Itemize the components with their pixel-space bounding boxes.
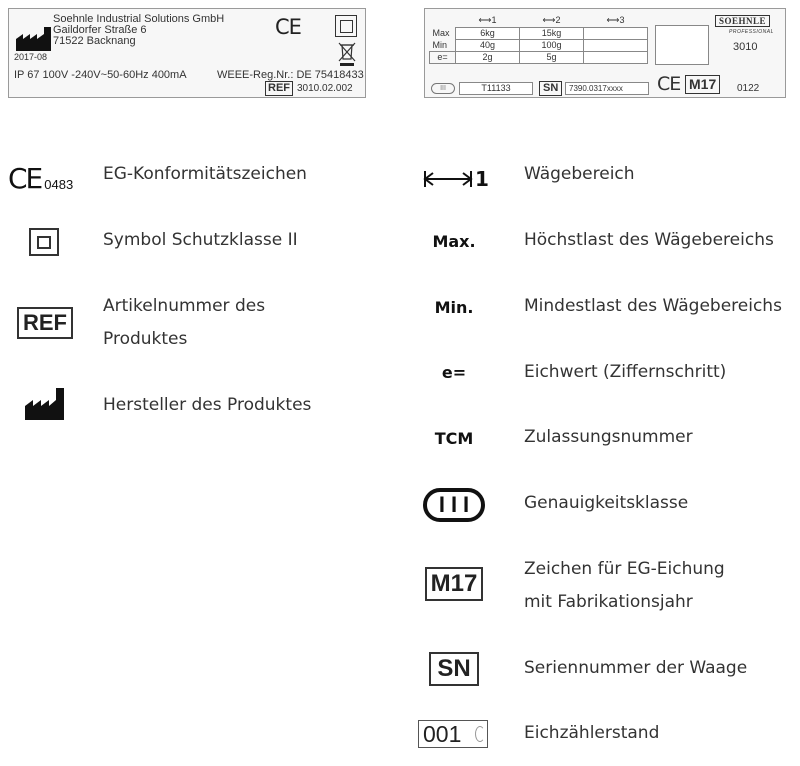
- manufacturer-name: Soehnle Industrial Solutions GmbH: [53, 13, 225, 25]
- legend-label-m17-line2: mit Fabrikationsjahr: [524, 592, 693, 612]
- ce-mark-small: CE: [657, 73, 681, 95]
- protection-class-ii-icon: [335, 15, 357, 37]
- ref-icon: REF: [12, 307, 78, 339]
- blank-field: [655, 25, 709, 65]
- tcm-symbol: TCM: [434, 428, 474, 448]
- metrology-mark-icon: M17: [418, 566, 490, 602]
- legend-label-tcm: Zulassungsnummer: [524, 427, 693, 447]
- power-rating: IP 67 100V -240V~50-60Hz 400mA: [14, 69, 187, 81]
- notified-body-number: 0122: [737, 83, 760, 94]
- manufacturer-icon: [24, 386, 66, 422]
- range-header-1: ⟷1: [478, 15, 497, 26]
- brand-logo: SOEHNLE: [715, 15, 770, 27]
- legend-label-weighing-range: Wägebereich: [524, 164, 635, 184]
- legend-label-e: Eichwert (Ziffernschritt): [524, 362, 727, 382]
- legend-label-counter: Eichzählerstand: [524, 723, 660, 743]
- table-row: Max 6kg 15kg: [430, 27, 648, 39]
- ref-tag: REF: [265, 81, 293, 96]
- manufacturer-street: Gaildorfer Straße 6: [53, 24, 147, 36]
- min-symbol: Min.: [434, 297, 474, 317]
- verification-interval-symbol: e=: [441, 362, 467, 382]
- legend-label-ref-line2: Produktes: [103, 329, 188, 349]
- arrow-range-icon: [423, 169, 475, 189]
- range-header-row: [430, 15, 648, 27]
- accuracy-class-icon: III: [422, 487, 486, 523]
- legend-label-manufacturer: Hersteller des Produktes: [103, 395, 312, 415]
- ce-icon: CE 0483: [8, 161, 74, 195]
- weighing-range-table: [429, 15, 648, 64]
- legend-label-ref-line1: Artikelnummer des: [103, 296, 266, 316]
- type-plate-right: [424, 8, 786, 98]
- legend-label-protection-class: Symbol Schutzklasse II: [103, 230, 298, 250]
- manufacturer-icon: [14, 25, 54, 53]
- weee-registration: WEEE-Reg.Nr.: DE 75418433: [217, 69, 364, 81]
- verification-counter-icon: 001: [418, 718, 490, 750]
- protection-class-ii-icon: [28, 227, 60, 257]
- legend-label-min: Mindestlast des Wägebereichs: [524, 296, 782, 316]
- legend-label-m17-line1: Zeichen für EG-Eichung: [524, 559, 725, 579]
- sn-icon: SN: [424, 651, 484, 687]
- max-symbol: Max.: [432, 231, 476, 251]
- ce-mark-small: CE: [275, 15, 301, 39]
- legend-label-sn: Seriennummer der Waage: [524, 658, 748, 678]
- range-header-3: ⟷3: [606, 15, 625, 26]
- legend-label-max: Höchstlast des Wägebereichs: [524, 230, 774, 250]
- manufacture-date: 2017-08: [14, 52, 48, 62]
- table-row: Min 40g 100g: [430, 39, 648, 51]
- manufacturer-city: 71522 Backnang: [53, 35, 136, 47]
- model-number: 3010: [733, 41, 758, 53]
- serial-number: 7390.0317xxxx: [565, 82, 649, 95]
- approval-number: T11133: [459, 82, 533, 95]
- legend-label-accuracy-class: Genauigkeitsklasse: [524, 493, 689, 513]
- weighing-range-icon: 1: [420, 164, 492, 194]
- sn-tag: SN: [539, 81, 562, 96]
- ref-number: 3010.02.002: [297, 83, 353, 94]
- range-header-2: ⟷2: [542, 15, 561, 26]
- table-row: e= 2g 5g: [430, 51, 648, 63]
- accuracy-class-icon-small: III: [431, 83, 455, 94]
- brand-subtitle: PROFESSIONAL: [729, 29, 774, 35]
- weee-bin-icon: [337, 41, 357, 67]
- metrology-mark-small: M17: [685, 75, 720, 94]
- type-plate-left: [8, 8, 366, 98]
- legend-label-ce: EG-Konformitätszeichen: [103, 164, 307, 184]
